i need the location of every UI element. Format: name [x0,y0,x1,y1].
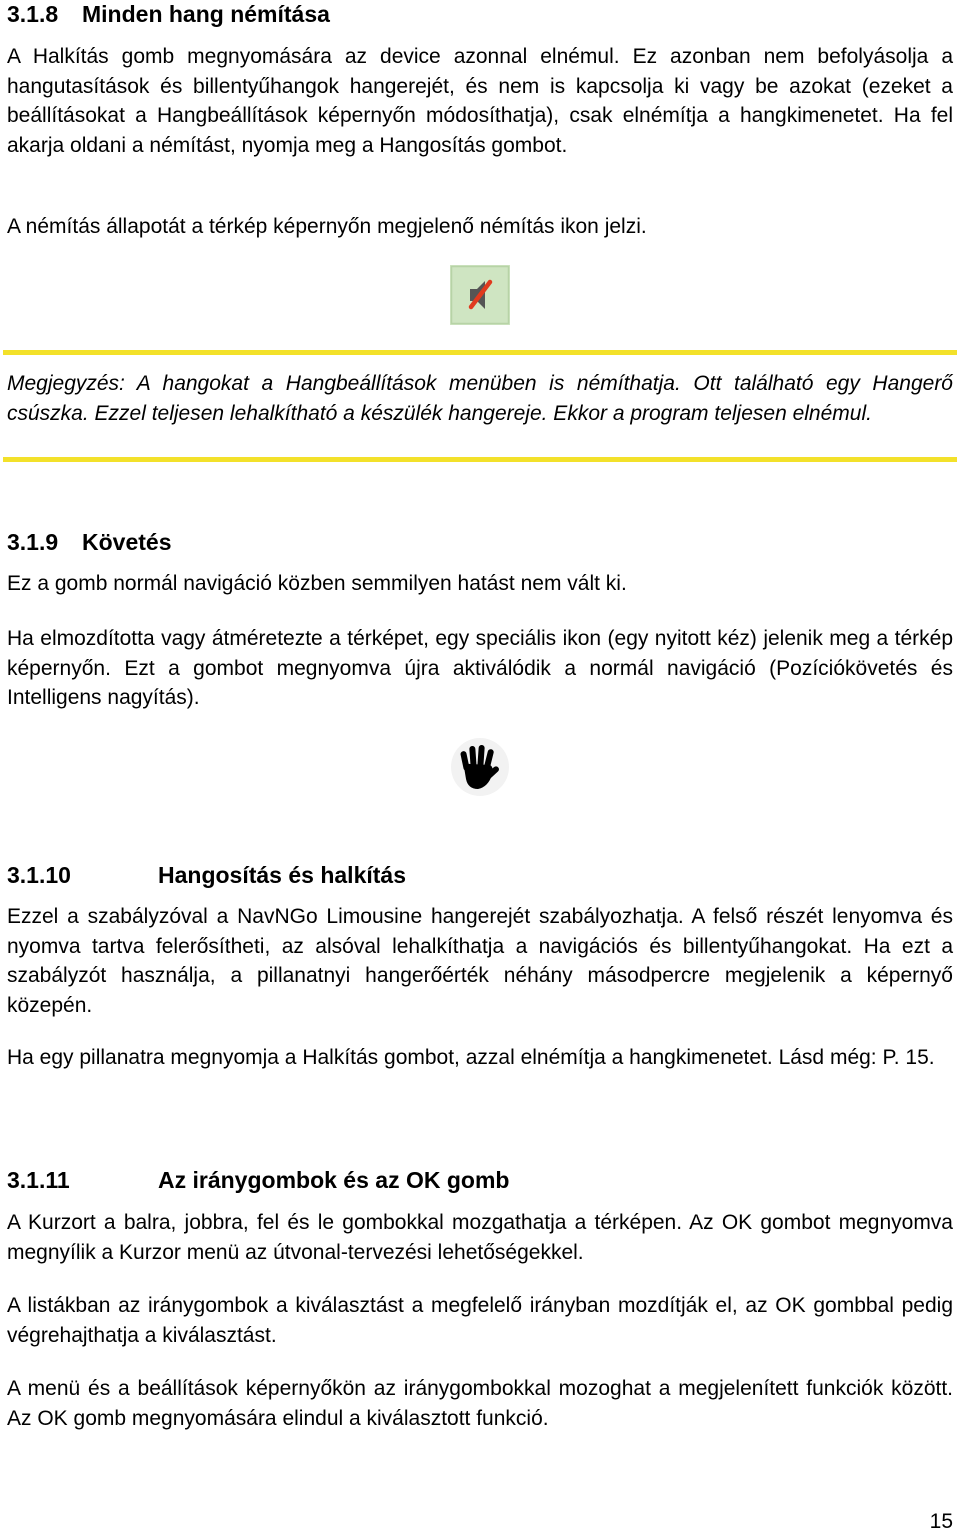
section-title: Követés [82,529,172,555]
page-number: 15 [929,1510,953,1533]
section-heading-3-1-10 [7,861,406,889]
section-title: Az iránygombok és az OK gomb [158,1167,510,1193]
section-heading-3-1-11 [7,1166,509,1194]
paragraph: Ha egy pillanatra megnyomja a Halkítás gombot, azzal elnémítja a hangkimenetet. Lásd még: P. 15. [7,1046,935,1069]
section-heading-3-1-8 [7,0,330,28]
paragraph: Ezzel a szabályzóval a NavNGo Limousine hangerejét szabályozhatja. A felső részét lenyomva és nyomva tartva felerősítheti, az alsóval lehalkíthatja a navigációs és billentyűhangokat. Ha ezt a szabályzót használja, a pillanatnyi hangerőérték néhány másodpercre megjelenik a képernyő közepén. [7,905,953,1017]
paragraph: Ha elmozdította vagy átméretezte a térképet, egy speciális ikon (egy nyitott kéz) jelenik meg a térkép képernyőn. Ezt a gombot megnyomva újra aktiválódik a normál navigáció (Pozíciókövetés és Intelligens nagyítás). [7,627,953,709]
paragraph: A Halkítás gomb megnyomására az device azonnal elnémul. Ez azonban nem befolyásolja a hangutasítások és billentyűhangok hangerejét, és nem is kapcsolja ki vagy be azokat (ezeket a beállításokat a Hangbeállítások képernyőn módosíthatja), csak elnémítja a hangkimenetet. Ha fel akarja oldani a némítást, nyomja meg a Hangosítás gombot. [7,45,953,157]
section-number: 3.1.9 [7,529,59,555]
paragraph: A menü és a beállítások képernyőkön az iránygombokkal mozoghat a megjelenített funkciók között. Az OK gomb megnyomására elindul a kiválasztott funkció. [7,1377,953,1430]
paragraph: Ez a gomb normál navigáció közben semmilyen hatást nem vált ki. [7,572,627,595]
open-hand-icon [450,737,510,797]
note-box [3,350,957,462]
section-number: 3.1.10 [7,862,71,888]
section-title: Minden hang némítása [82,1,330,27]
section-heading-3-1-9 [7,528,171,556]
mute-speaker-icon [450,265,510,325]
section-title: Hangosítás és halkítás [158,862,406,888]
paragraph: A Kurzort a balra, jobbra, fel és le gombokkal mozgathatja a térképen. Az OK gombot megnyomva megnyílik a Kurzor menü az útvonal-tervezési lehetőségekkel. [7,1211,953,1264]
section-number: 3.1.8 [7,1,59,27]
paragraph: A némítás állapotát a térkép képernyőn megjelenő némítás ikon jelzi. [7,215,647,238]
paragraph: A listákban az iránygombok a kiválasztást a megfelelő irányban mozdítják el, az OK gombbal pedig végrehajthatja a kiválasztást. [7,1294,953,1347]
note-text: Megjegyzés: A hangokat a Hangbeállítások menüben is némíthatja. Ott található egy Hangerő csúszka. Ezzel teljesen lehalkítható a készülék hangereje. Ekkor a program teljesen elnémul. [7,372,953,425]
section-number: 3.1.11 [7,1167,70,1193]
